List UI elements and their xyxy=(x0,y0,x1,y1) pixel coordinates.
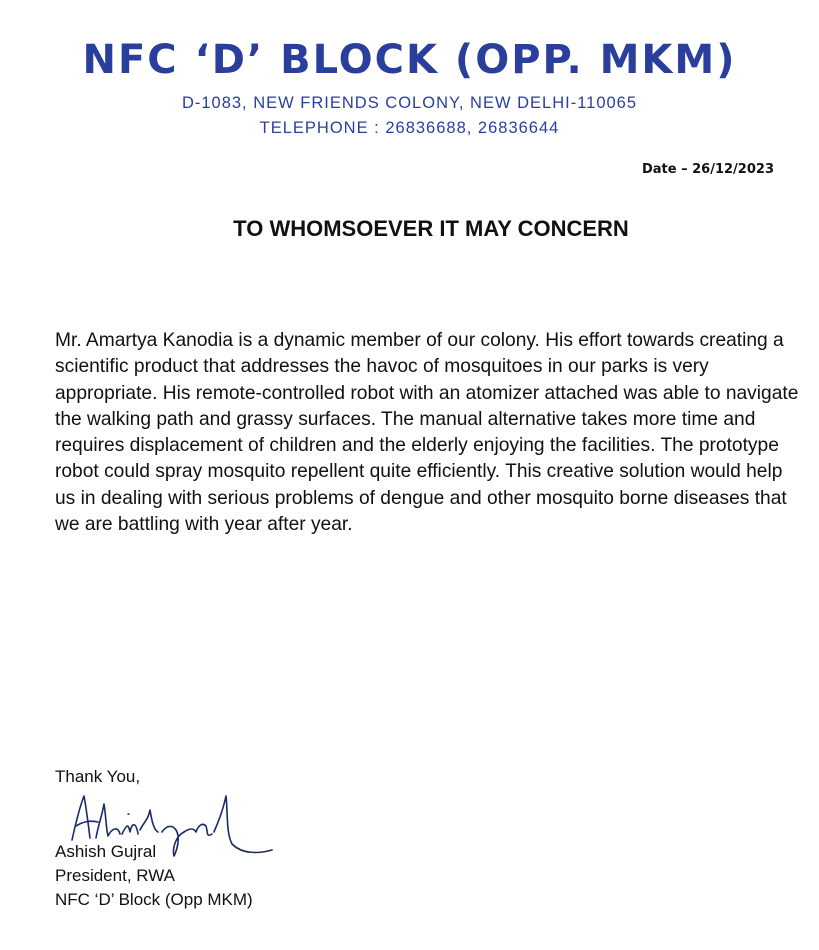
letterhead-telephone: TELEPHONE : 26836688, 26836644 xyxy=(259,119,560,137)
signatory-role: President, RWA xyxy=(55,866,175,885)
letter-subject: TO WHOMSOEVER IT MAY CONCERN xyxy=(233,216,629,241)
signatory-organization: NFC ‘D’ Block (Opp MKM) xyxy=(55,890,253,909)
letterhead-address: D-1083, NEW FRIENDS COLONY, NEW DELHI-110065 xyxy=(181,94,638,112)
signatory-name: Ashish Gujral xyxy=(55,842,157,861)
closing-thanks: Thank You, xyxy=(55,767,141,786)
letterhead-title: NFC ‘D’ BLOCK (OPP. MKM) xyxy=(82,37,737,83)
letter-body: Mr. Amartya Kanodia is a dynamic member of our colony. His effort towards creating a scientific product that addresses the havoc of mosquitoes in our parks is very appropriate. His remote-controlled robot with an atomizer attached was able to navigate the walking path and grassy surfaces. The manual alternative takes more time and requires displacement of children and the elderly enjoying the facilities. The prototype robot could spray mosquito repellent quite efficiently. This creative solution would help us in dealing with serious problems of dengue and other mosquito borne diseases that we are battling with year after year. xyxy=(55,330,799,536)
letter-date: Date – 26/12/2023 xyxy=(641,162,774,177)
